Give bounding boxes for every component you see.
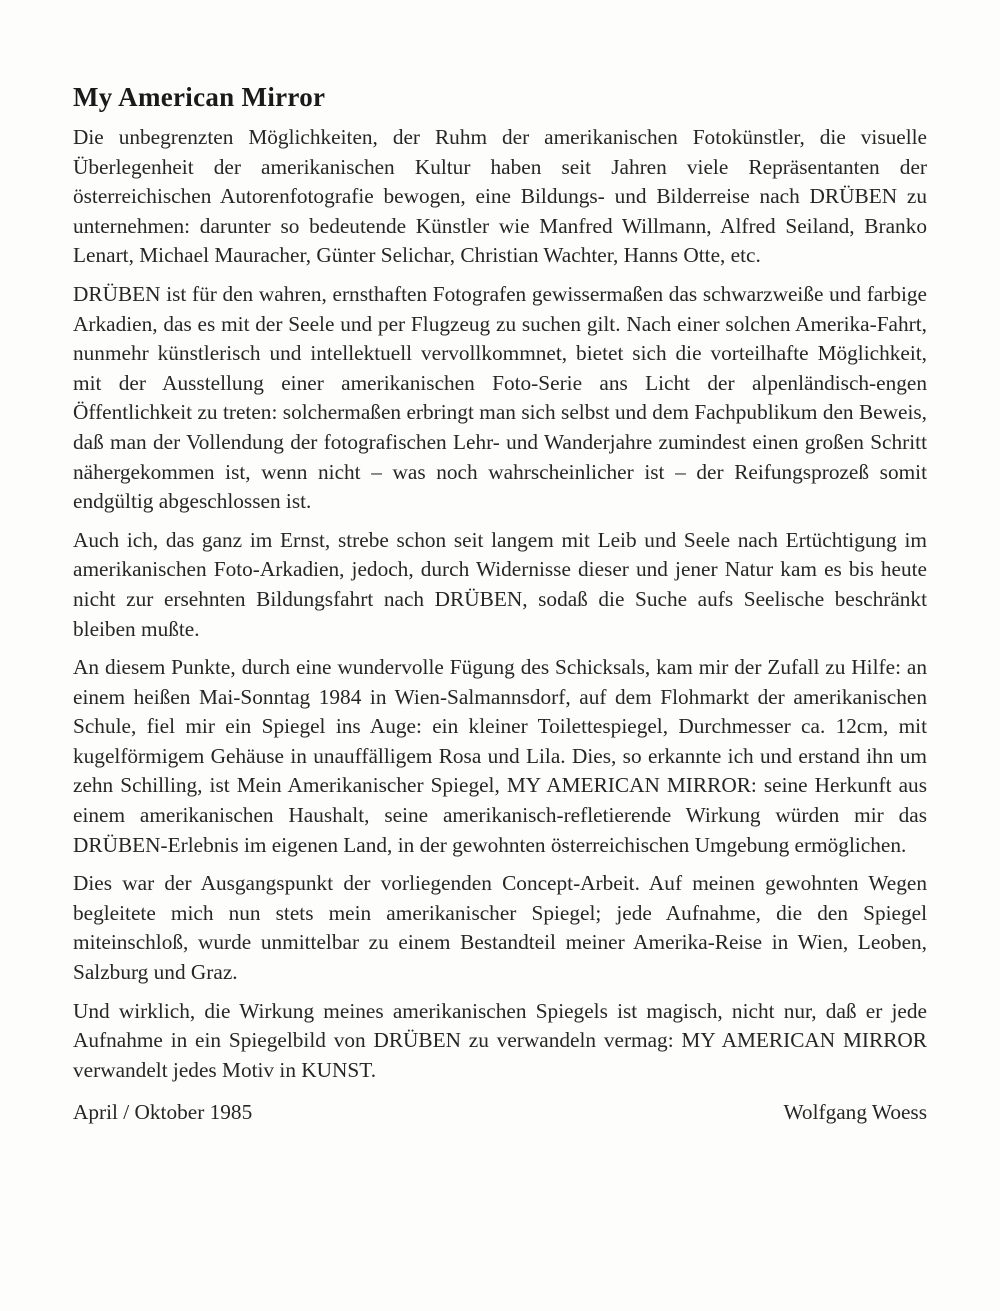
paragraph-5: Dies war der Ausgangspunkt der vorliegenden Concept-Arbeit. Auf meinen gewohnten Wegen begleitete mich nun stets mein amerikanischer Spiegel; jede Aufnahme, die den Spiegel miteinschloß, wurde unmittelbar zu einem Bestandteil meiner Amerika-Reise in Wien, Leoben, Salzburg und Graz. xyxy=(73,871,927,985)
date-line: April / Oktober 1985 xyxy=(73,1100,253,1125)
paragraph-1: Die unbegrenzten Möglichkeiten, der Ruhm der amerikanischen Fotokünstler, die visuelle Überlegenheit der amerikanischen Kultur haben seit Jahren viele Repräsentanten der österreichischen Autorenfotografie bewogen, eine Bildungs- und Bilderreise nach DRÜBEN zu unternehmen: darunter so bedeutende Künstler wie Manfred Willmann, Alfred Seiland, Branko Lenart, Michael Mauracher, Günter Selichar, Christian Wachter, Hanns Otte, etc. xyxy=(73,125,927,268)
document-title: My American Mirror xyxy=(73,82,326,112)
paragraph-3: Auch ich, das ganz im Ernst, strebe schon seit langem mit Leib und Seele nach Ertüchtigung im amerikanischen Foto-Arkadien, jedoch, durch Widernisse dieser und jener Natur kam es bis heute nicht zur ersehnten Bildungsfahrt nach DRÜBEN, sodaß die Suche aufs Seelische beschränkt bleiben mußte. xyxy=(73,527,927,641)
document-footer xyxy=(73,1098,927,1128)
paragraph-6: Und wirklich, die Wirkung meines amerikanischen Spiegels ist magisch, nicht nur, daß er jede Aufnahme in ein Spiegelbild von DRÜBEN zu verwandeln vermag: MY AMERICAN MIRROR verwandelt jedes Motiv in KUNST. xyxy=(73,998,927,1082)
paragraph-4: An diesem Punkte, durch eine wundervolle Fügung des Schicksals, kam mir der Zufall zu Hilfe: an einem heißen Mai-Sonntag 1984 in Wien-Salmannsdorf, auf dem Flohmarkt der amerikanischen Schule, fiel mir ein Spiegel ins Auge: ein kleiner Toilettespiegel, Durchmesser ca. 12cm, mit kugelförmigem Gehäuse in unauffälligem Rosa und Lila. Dies, so erkannte ich und erstand ihn um zehn Schilling, ist Mein Amerikanischer Spiegel, MY AMERICAN MIRROR: seine Herkunft aus einem amerikanischen Haushalt, seine amerikanisch-refletierende Wirkung würden mir das DRÜBEN-Erlebnis im eigenen Land, in der gewohnten österreichischen Umgebung ermöglichen. xyxy=(73,655,927,857)
document-page xyxy=(73,82,927,1128)
author-signature: Wolfgang Woess xyxy=(783,1100,927,1125)
paragraph-2: DRÜBEN ist für den wahren, ernsthaften Fotografen gewissermaßen das schwarzweiße und farbige Arkadien, das es mit der Seele und per Flugzeug zu suchen gilt. Nach einer solchen Amerika-Fahrt, nunmehr künstlerisch und intellektuell vervollkommnet, bietet sich die vorteilhafte Möglichkeit, mit der Ausstellung einer amerikanischen Foto-Serie ans Licht der alpenländisch-engen Öffentlichkeit zu treten: solchermaßen erbringt man sich selbst und dem Fachpublikum den Beweis, daß man der Vollendung der fotografischen Lehr- und Wanderjahre zumindest einen großen Schritt nähergekommen ist, wenn nicht – was noch wahrscheinlicher ist – der Reifungsprozeß somit endgültig abgeschlossen ist. xyxy=(73,281,927,514)
